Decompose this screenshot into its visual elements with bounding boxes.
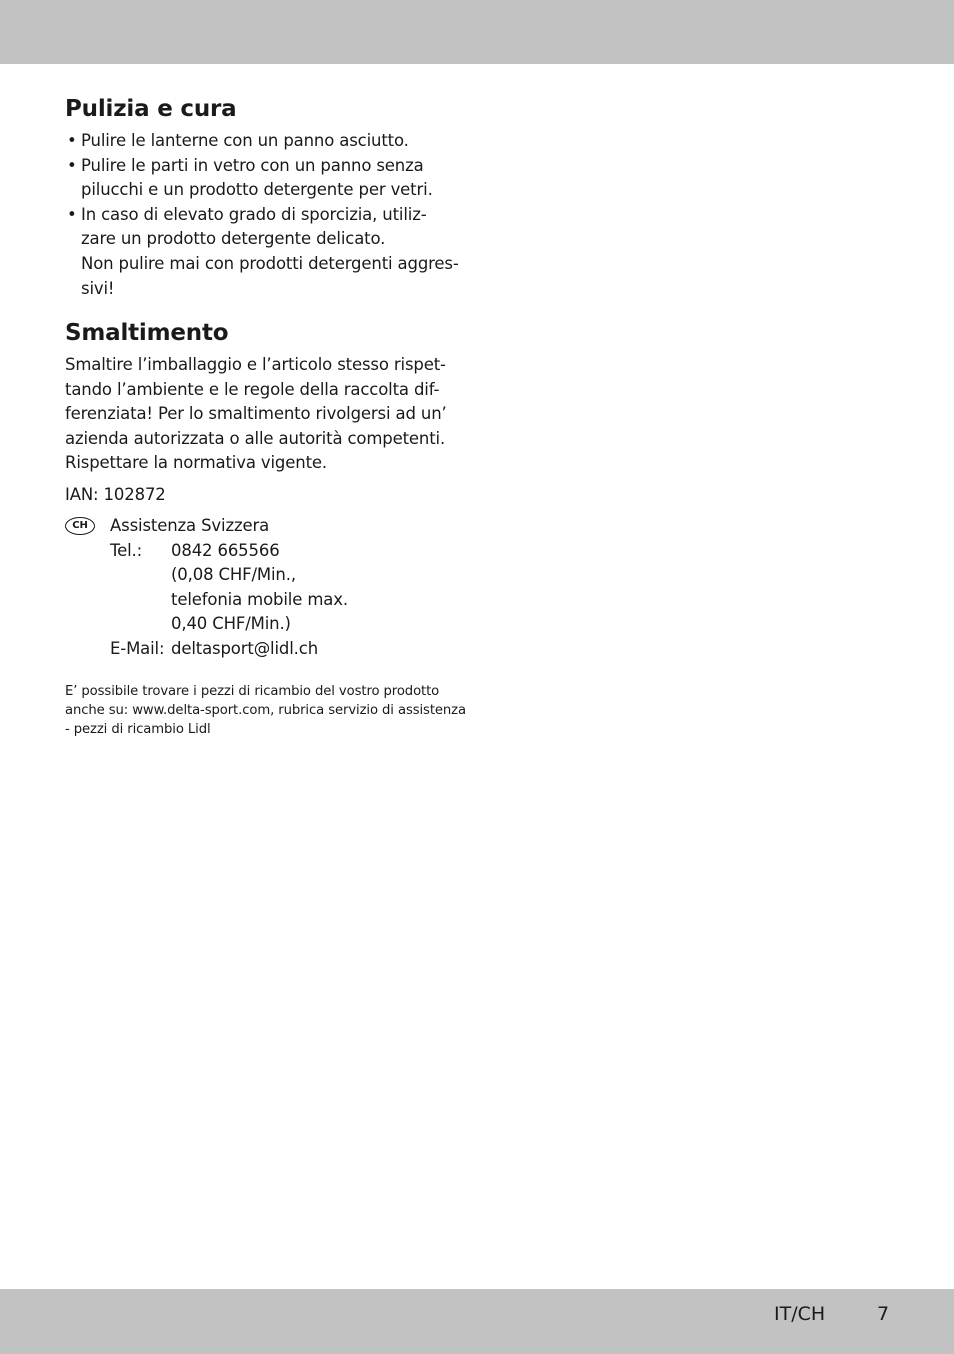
care-section [65,95,465,301]
bullet-icon: • [67,204,77,224]
list-item: • In caso di elevato grado di sporcizia, utiliz- zare un prodotto detergente delicato. Non pulire mai con prodotti detergenti aggres- sivi! [67,204,459,298]
email-label: E-Mail: [110,638,165,658]
tel-rate-line [110,612,470,637]
list-item: • Pulire le lanterne con un panno asciutto. [65,129,465,154]
header-band [0,0,954,64]
spare-parts-note: E’ possibile trovare i pezzi di ricambio del vostro prodotto anche su: www.delta-sport.com, rubrica servizio di assistenza - pezzi di ricambio Lidl [65,684,466,737]
service-heading: Assistenza Svizzera [110,516,270,535]
bullet-icon: • [67,155,77,175]
care-list [65,129,465,301]
service-contact [65,514,465,658]
disposal-section [65,319,465,476]
disposal-paragraph: Smaltire l’imballaggio e l’articolo stesso rispet- tando l’ambiente e le regole della raccolta dif- ferenziata! Per lo smaltimento rivolgersi ad un’ azienda autorizzata o alle autorità competenti. Rispettare la normativa vigente. [65,355,447,473]
tel-number: 0842 665566 [171,540,280,560]
ian-number: IAN: 102872 [65,485,166,504]
page-number: 7 [877,1303,890,1325]
email-address: deltasport@lidl.ch [171,638,319,658]
tel-rate-line [110,588,470,613]
disposal-title: Smaltimento [65,320,229,346]
tel-label: Tel.: [110,540,143,560]
tel-rate-text: (0,08 CHF/Min., [171,565,296,585]
tel-rate-line [110,563,470,588]
email-row [110,637,470,662]
list-item: • Pulire le parti in vetro con un panno senza pilucchi e un prodotto detergente per vetri. [67,155,433,200]
tel-row [110,539,470,564]
tel-rate-text: 0,40 CHF/Min.) [171,614,291,634]
footer-language: IT/CH [774,1303,826,1325]
bullet-icon: • [67,131,77,150]
care-title: Pulizia e cura [65,96,237,122]
country-badge-icon: CH [65,517,95,535]
tel-rate-text: telefonia mobile max. [171,589,348,609]
contact-details [110,514,470,662]
